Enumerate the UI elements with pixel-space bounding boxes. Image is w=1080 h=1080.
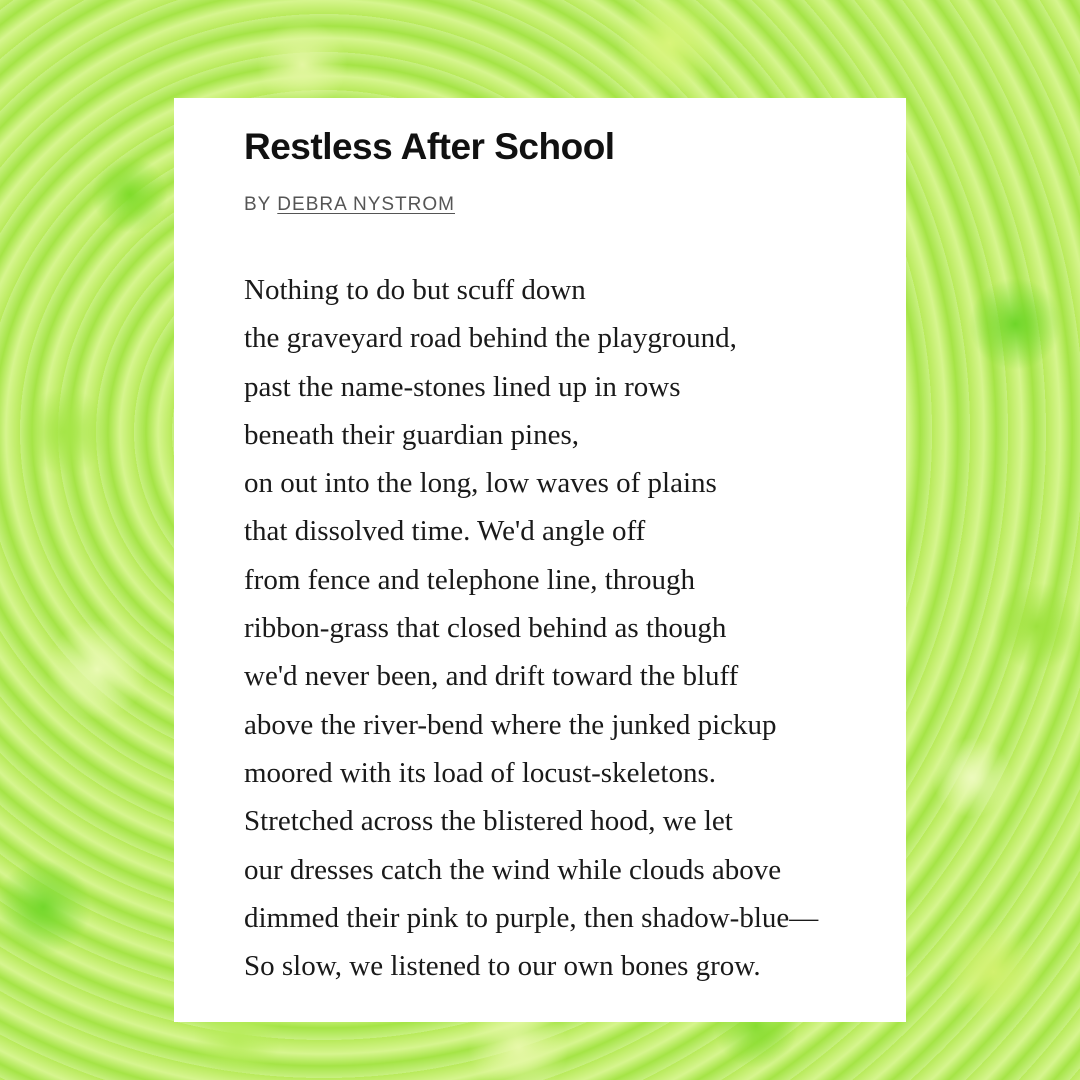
poem-title: Restless After School (244, 126, 615, 167)
poem-line: moored with its load of locust-skeletons. (244, 756, 716, 789)
poem-line: from fence and telephone line, through (244, 563, 695, 596)
poem-line: Nothing to do but scuff down (244, 274, 586, 306)
byline (244, 194, 455, 216)
poem-line: Stretched across the blistered hood, we let (244, 805, 733, 838)
poem-line: So slow, we listened to our own bones grow. (244, 950, 761, 983)
by-label: BY (244, 194, 272, 215)
poem-card (174, 98, 906, 1022)
poem-line: above the river-bend where the junked pickup (244, 708, 777, 741)
poem-line: our dresses catch the wind while clouds above (244, 853, 782, 886)
poem-line: past the name-stones lined up in rows (244, 370, 681, 403)
author-link[interactable]: DEBRA NYSTROM (277, 194, 455, 215)
poem-line: that dissolved time. We'd angle off (244, 515, 646, 548)
poem-line: ribbon-grass that closed behind as though (244, 612, 727, 645)
poem-line: on out into the long, low waves of plains (244, 467, 717, 500)
poem-body (244, 266, 894, 990)
poem-line: the graveyard road behind the playground, (244, 322, 737, 355)
poem-line: beneath their guardian pines, (244, 418, 579, 451)
poem-line: we'd never been, and drift toward the bluff (244, 660, 739, 693)
poem-line: dimmed their pink to purple, then shadow-blue— (244, 901, 819, 934)
